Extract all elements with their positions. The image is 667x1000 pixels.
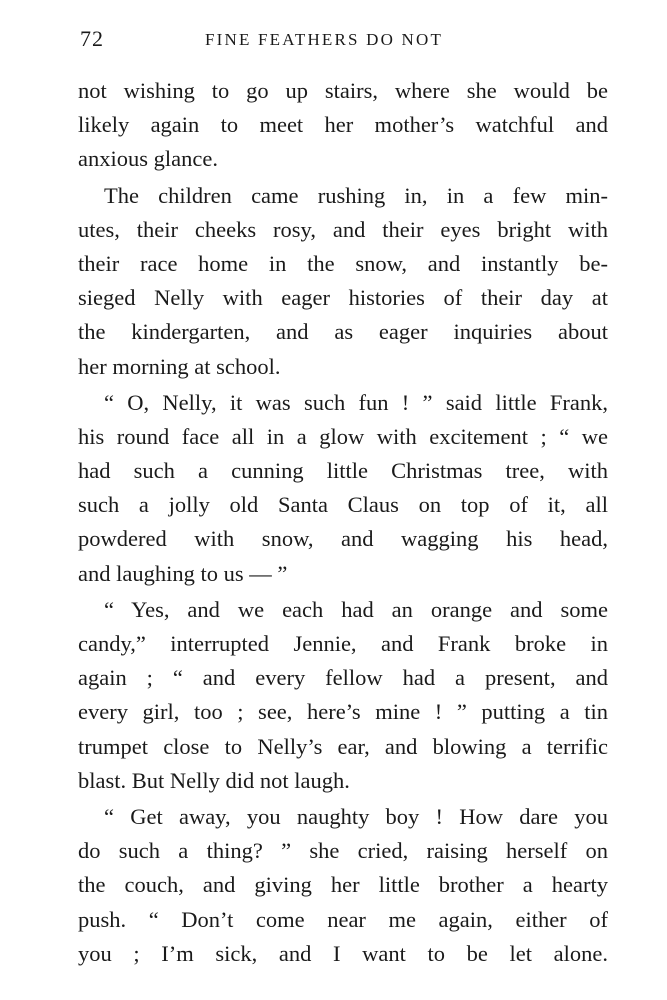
- text-line: you ; I’m sick, and I want to be let alone.: [78, 940, 608, 966]
- text-line: anxious glance.: [78, 146, 218, 172]
- text-line: the couch, and giving her little brother a hearty: [78, 872, 608, 898]
- paragraph: [78, 800, 608, 971]
- running-head: FINE FEATHERS DO NOT: [205, 30, 444, 49]
- paragraph: [78, 386, 608, 591]
- paragraph: [78, 179, 608, 384]
- text-line: blast. But Nelly did not laugh.: [78, 767, 350, 793]
- body-text: [78, 74, 608, 971]
- text-line: “ O, Nelly, it was such fun ! ” said little Frank,: [104, 389, 608, 415]
- text-line: the kindergarten, and as eager inquiries about: [78, 319, 608, 345]
- text-line: not wishing to go up stairs, where she would be: [78, 78, 608, 103]
- text-line: do such a thing? ” she cried, raising herself on: [78, 838, 608, 864]
- text-line: candy,” interrupted Jennie, and Frank broke in: [78, 631, 608, 656]
- text-line: powdered with snow, and wagging his head,: [78, 526, 608, 552]
- text-line: “ Get away, you naughty boy ! How dare you: [104, 803, 608, 829]
- text-line: trumpet close to Nelly’s ear, and blowing a terrific: [78, 733, 608, 759]
- text-line: and laughing to us — ”: [78, 560, 288, 586]
- text-line: had such a cunning little Christmas tree, with: [78, 458, 608, 484]
- page-header: [0, 20, 667, 60]
- text-line: her morning at school.: [78, 353, 281, 379]
- text-line: utes, their cheeks rosy, and their eyes bright with: [78, 216, 608, 242]
- text-line: The children came rushing in, in a few min-: [104, 182, 608, 208]
- paragraph: [78, 593, 608, 798]
- paragraph: [78, 74, 608, 177]
- text-line: every girl, too ; see, here’s mine ! ” putting a tin: [78, 699, 608, 725]
- text-line: again ; “ and every fellow had a present, and: [78, 665, 608, 691]
- text-line: push. “ Don’t come near me again, either of: [78, 906, 608, 932]
- text-line: “ Yes, and we each had an orange and some: [104, 596, 608, 622]
- page-number: 72: [80, 26, 104, 51]
- text-line: his round face all in a glow with excitement ; “ we: [78, 423, 608, 449]
- text-line: their race home in the snow, and instantly be-: [78, 250, 608, 276]
- text-line: sieged Nelly with eager histories of their day at: [78, 285, 608, 311]
- text-line: likely again to meet her mother’s watchful and: [78, 112, 608, 138]
- text-line: such a jolly old Santa Claus on top of it, all: [78, 492, 608, 518]
